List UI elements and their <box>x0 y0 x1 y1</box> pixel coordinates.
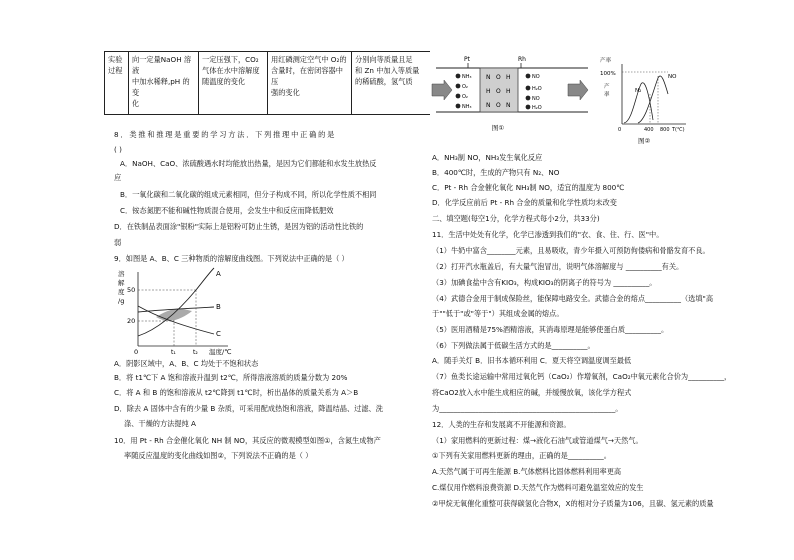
q9-stem: 9．如图是 A、B、C 三种物质的溶解度曲线图。下列说法中正确的是（ ） <box>114 254 349 263</box>
q9-tick-50: 50 <box>127 286 136 294</box>
fig2-x800: 800 <box>660 127 670 133</box>
q9-option-a: A．阴影区域中，A、B、C 均处于不饱和状态 <box>114 359 259 368</box>
q9-option-d-cont: 涤、干燥的方法提纯 A <box>124 419 196 428</box>
q9-t2: t₂ <box>193 349 198 356</box>
q9-option-c: C．将 A 和 B 的饱和溶液从 t2℃降到 t1℃时，析出晶体的质量关系为 A＞B <box>114 388 359 397</box>
q9-x-label: 温度/℃ <box>209 348 232 356</box>
svg-text:O₂: O₂ <box>462 94 468 100</box>
table-cell-red-phosphorus: 用红磷测定空气中 O₂的 含量时，在密闭容器中压 强的变化 <box>268 52 352 115</box>
experiment-table <box>104 51 430 115</box>
q8-option-a-cont: 应 <box>114 173 122 182</box>
table-cell-process-label: 实验 过程 <box>105 52 129 115</box>
svg-text:H: H <box>506 88 511 95</box>
q12-item-1a: ①下列有关家用燃料更新的理由，正确的是__________。 <box>432 451 611 460</box>
svg-text:O₂: O₂ <box>462 84 468 90</box>
q10-option-c: C．Pt - Rh 合金催化氧化 NH₃制 NO，适宜的温度为 800℃ <box>432 183 625 192</box>
q9-origin: 0 <box>134 348 139 356</box>
q11-item-2: （2）打开汽水瓶盖后，有大量气泡冒出，说明气体溶解度与 __________有关。 <box>432 262 684 271</box>
svg-text:O: O <box>496 88 501 95</box>
svg-text:溶: 溶 <box>118 270 125 278</box>
q10-stem-cont: 率随反应温度的变化曲线如图②，下列说法不正确的是（ ） <box>124 451 313 460</box>
svg-text:H₂O: H₂O <box>532 105 542 111</box>
svg-text:O: O <box>496 74 501 81</box>
q11-item-7: （7）鱼类长途运输中常用过氧化钙（CaO₂）作增氧剂，CaO₂中氧元素化合价为__________， <box>432 372 732 381</box>
svg-text:NH₃: NH₃ <box>462 74 472 80</box>
fig2-x-unit: T(℃) <box>672 127 685 133</box>
inflow-arrow-icon <box>432 80 452 100</box>
q11-stem: 11．生活中处处有化学，化学已渗透到我们的"衣、食、住、行、医"中。 <box>432 230 664 239</box>
q12-item-2: ②甲烷无氧催化重整可获得碳氢化合物X，X的相对分子质量为106，且碳、氢元素的质量 <box>432 499 714 508</box>
q11-item-5: （5）医用酒精是75%酒精溶液，其消毒原理是能够使蛋白质__________。 <box>432 325 669 334</box>
q12-options-row-2: C.煤仅用作燃料浪费资源 D.天然气作为燃料可避免温室效应的发生 <box>432 483 644 492</box>
q11-item-3: （3）加碘食盐中含有KIO₃，构成KIO₃的阴离子的符号为 __________。 <box>432 278 657 287</box>
table-cell-zn: 分别向等质量且足 和 Zn 中加入等质量 的稀硫酸，氢气质 <box>352 52 431 115</box>
q9-shaded-region <box>156 309 192 321</box>
q8-option-b: B．一氧化碳和二氧化碳的组成元素相同，但分子构成不同，所以化学性质不相同 <box>120 190 377 199</box>
svg-text:N: N <box>486 102 491 109</box>
q11-item-7-cont: 将CaO2放入水中能生成相应的碱，并缓慢放氧，该化学方程式 <box>432 388 632 397</box>
svg-text:解: 解 <box>118 279 125 287</box>
figure-1-caption: 图① <box>491 124 505 132</box>
q8-option-d-cont: 弱 <box>114 238 122 247</box>
q8-paren: ( ) <box>114 145 122 154</box>
fig2-x400: 400 <box>644 127 654 133</box>
q11-item-6: （6）下列做法属于低碳生活方式的是__________。 <box>432 341 595 350</box>
svg-text:H: H <box>486 88 491 95</box>
figure-1-reactor <box>428 50 598 142</box>
q10-option-a: A．NH₃制 NO，NH₃发生氧化反应 <box>432 153 543 162</box>
q9-option-d: D．除去 A 固体中含有的少量 B 杂质，可采用配成热饱和溶液，降温结晶、过滤、洗 <box>114 404 383 413</box>
n2-label: N₂ <box>635 88 642 94</box>
no-label: NO <box>668 74 677 80</box>
q9-y-axis-label <box>118 269 125 305</box>
figure-2-yield-chart <box>598 54 694 146</box>
svg-text:O: O <box>496 102 501 109</box>
q11-item-1: （1）牛奶中富含________元素，且易吸收，青少年摄入可预防佝偻病和骨骼发育不良。 <box>432 246 710 255</box>
svg-text:H₂O: H₂O <box>532 86 542 92</box>
pt-label: Pt <box>464 56 470 63</box>
q11-item-4-cont: 于""低于"或"等于"）其组成金属的熔点。 <box>432 309 564 318</box>
q9-option-b: B．将 t1℃下 A 饱和溶液升温到 t2℃，所得溶液溶质的质量分数为 20% <box>114 373 348 382</box>
curve-a <box>138 268 214 336</box>
reactant-molecules <box>456 74 472 110</box>
q9-solubility-chart <box>116 264 256 356</box>
q10-option-d: D．化学反应前后 Pt - Rh 合金的质量和化学性质均未改变 <box>432 198 617 207</box>
section-2-heading: 二、填空题(每空1分，化学方程式每小2分，共33分) <box>432 214 600 223</box>
curve-c-label: C <box>216 330 221 338</box>
svg-text:NH₃: NH₃ <box>462 104 472 110</box>
svg-text:N: N <box>486 74 491 81</box>
fig2-y-title: 产率 <box>600 58 612 64</box>
q8-option-a: A．NaOH、CaO、浓硫酸遇水时均能放出热量，是因为它们都能和水发生放热反 <box>120 159 377 168</box>
q12-stem: 12．人类的生存和发展离不开能源和资源。 <box>432 420 571 429</box>
q9-tick-20: 20 <box>127 317 136 325</box>
svg-text:度: 度 <box>118 288 125 296</box>
svg-text:N: N <box>506 102 511 109</box>
q8-option-c: C．铵态氮肥不能和碱性物质混合使用，会发生中和反应而降低肥效 <box>120 206 334 215</box>
product-molecules <box>526 74 542 111</box>
q11-item-6-options: A．随手关灯 B．旧书本循环利用 C．夏天将空调温度调至最低 <box>432 356 632 365</box>
fig2-100pct: 100% <box>600 71 616 77</box>
q11-item-4: （4）武德合金用于制成保险丝，能保障电路安全。武德合金的熔点__________（选填"高 <box>432 294 714 303</box>
fig2-y-char-2: 率 <box>604 92 610 98</box>
rh-label: Rh <box>518 56 526 63</box>
svg-text:NO: NO <box>532 96 540 102</box>
table-cell-naoh: 向一定量NaOH 溶液 中加水稀释,pH 的变 化 <box>129 52 199 115</box>
q12-options-row-1: A.天然气属于可再生能源 B.气体燃料比固体燃料利用率更高 <box>432 467 622 476</box>
table-cell-co2: 一定压强下，CO₂ 气体在水中溶解度 随温度的变化 <box>199 52 268 115</box>
svg-text:H: H <box>506 74 511 81</box>
q10-stem: 10．用 Pt - Rh 合金催化氧化 NH 制 NO，其反应的微观模型如图①，含氮生成物产 <box>114 436 381 445</box>
curve-a-label: A <box>216 270 221 278</box>
curve-b-label: B <box>216 303 221 311</box>
q8-stem: 8．类推和推理是重要的学习方法．下列推理中正确的是 <box>114 130 337 139</box>
svg-text:/g: /g <box>118 297 125 305</box>
q9-t1: t₁ <box>171 349 176 356</box>
figure-2-caption: 图② <box>638 137 651 145</box>
catalyst-atoms <box>486 74 511 109</box>
fig2-origin: 0 <box>618 127 622 133</box>
q12-item-1: （1）家用燃料的更新过程：煤→液化石油气或管道煤气→天然气。 <box>432 436 643 445</box>
q11-item-7-answer-line: 为_________________________________________________。 <box>432 404 623 413</box>
svg-text:NO: NO <box>532 74 540 80</box>
outflow-arrow-icon <box>568 80 588 100</box>
fig2-y-char-1: 产 <box>604 84 610 90</box>
q10-option-b: B．400℃时，生成的产物只有 N₂、NO <box>432 168 560 177</box>
q8-option-d: D．在铁制品表面涂"银粉"实际上是铝粉可防止生锈，是因为铝的活动性比铁的 <box>114 222 364 231</box>
